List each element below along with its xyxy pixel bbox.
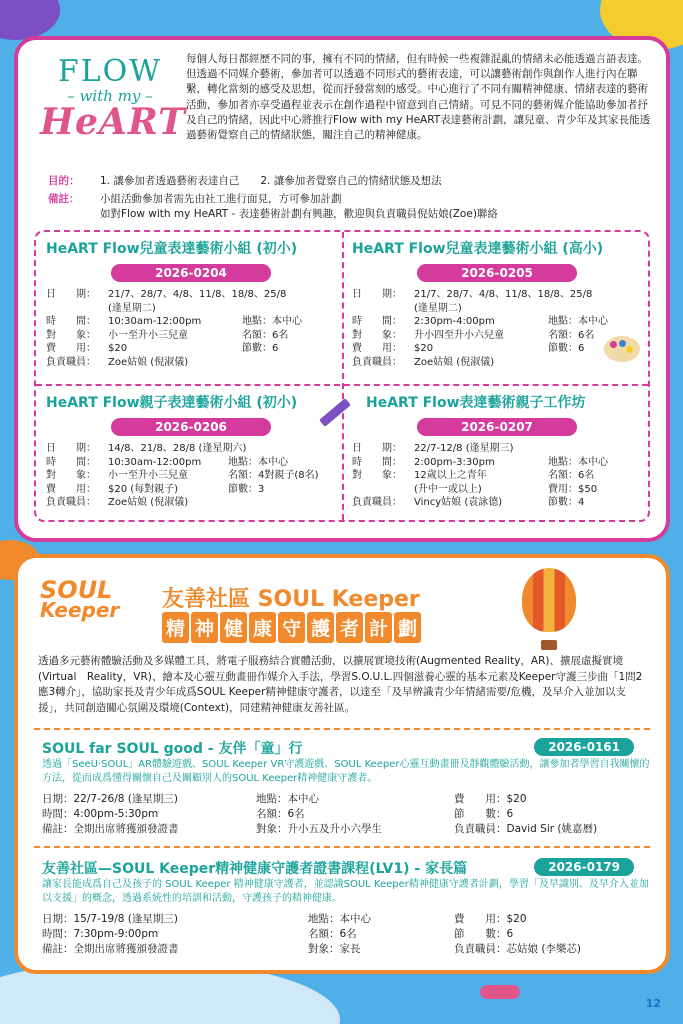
- group-code-badge: 2026-0207: [417, 418, 577, 436]
- group-fee-row: [46, 342, 336, 356]
- soul-keeper-logo: [40, 576, 150, 640]
- quota-value: 6名: [578, 470, 595, 481]
- subtitle-char: 神: [191, 612, 218, 643]
- fee-label: 費 用：: [46, 343, 96, 354]
- sessions-value: 4: [578, 497, 585, 508]
- subtitle-char: 康: [249, 612, 276, 643]
- flow-intro-paragraph: 每個人每日都經歷不同的事，擁有不同的情緒，但有時候一些複雜混亂的情緒未必能透過言語表達。但透過不同媒介藝術，參加者可以透過不同形式的藝術表達，可以讓藝術創作與創作人進行內在聯繫，轉化當刻的感受及思想，從而抒發當刻的感受。中心進行了不同有關精神健康、情緒表達的藝術活動，參加者亦享受過程並表示在創作過程中留意到自己情緒。可見不同的藝術媒介能協助參加者抒及自己的情緒，因此中心將推行Flow with my HeART表達藝術計劃，讓兒童、青少年及其家長能透過藝術覺察自己的情緒狀態，關注自己的精神健康。: [186, 53, 651, 142]
- sessions-value: 6: [506, 808, 514, 820]
- paint-palette-icon: [604, 336, 640, 362]
- program-quota-row: [308, 927, 357, 942]
- remark-label: 備註：: [42, 943, 74, 955]
- quota-label: 名額：: [242, 329, 272, 341]
- quota-label: 名額：: [548, 470, 578, 481]
- program-venue-row: [308, 912, 371, 927]
- subtitle-char: 健: [220, 612, 247, 643]
- program-sessions-row: [454, 807, 513, 822]
- program-remark-row: [42, 822, 179, 837]
- note-row-2: [100, 207, 498, 222]
- staff-value: 芯姑娘 (李樂芯): [506, 943, 582, 955]
- venue-value: 本中心: [272, 316, 302, 327]
- time-value: 7:30pm-9:00pm: [73, 928, 159, 940]
- time-label: 時間：: [42, 808, 74, 820]
- venue-label: 地點：: [308, 913, 340, 925]
- fee-value: $50: [578, 483, 598, 495]
- venue-label: 地點：: [548, 456, 578, 468]
- date-label: 日期：: [42, 793, 74, 805]
- subtitle-char: 精: [162, 612, 189, 643]
- venue-value: 本中心: [578, 316, 608, 327]
- sessions-label: 節數：: [242, 343, 272, 354]
- group-card-0207: [352, 392, 642, 510]
- group-card-0204: [46, 238, 336, 369]
- program-sessions-row: [454, 927, 513, 942]
- sessions-label: 節 數：: [454, 808, 507, 820]
- date-label: 日 期：: [352, 443, 402, 454]
- quota-value: 6名: [272, 329, 289, 341]
- staff-label: 負責職員：: [454, 823, 507, 835]
- program-time-row: [42, 927, 158, 942]
- date-value-2: (逢星期二): [108, 302, 156, 314]
- venue-label: 地點：: [548, 316, 578, 327]
- program-staff-row: [454, 942, 581, 957]
- date-value: 22/7-12/8 (逢星期三): [414, 443, 514, 454]
- program-remark-row: [42, 942, 179, 957]
- date-value: 22/7-26/8 (逢星期三): [73, 793, 178, 805]
- group-date-row: [46, 442, 336, 456]
- quota-label: 名額：: [228, 470, 258, 481]
- remark-value: 全期出席將獲頒發證書: [73, 823, 179, 835]
- group-staff-row: [352, 496, 642, 510]
- quota-label: 名額：: [256, 808, 288, 820]
- flow-with-my-heart-logo: [40, 54, 186, 143]
- program-target-row: [256, 822, 382, 837]
- quota-label: 名額：: [308, 928, 340, 940]
- date-value: 21/7、28/7、4/8、11/8、18/8、25/8: [108, 289, 287, 300]
- section-divider: [34, 728, 650, 730]
- group-target-row: [46, 329, 336, 343]
- hot-air-balloon-icon: [522, 568, 576, 632]
- remark-label: 備註：: [42, 823, 74, 835]
- date-value: 14/8、21/8、28/8 (逢星期六): [108, 443, 247, 454]
- quota-value: 4對親子(8名): [258, 470, 319, 481]
- target-value: 小一至升小三兒童: [108, 329, 188, 341]
- staff-value: Zoe姑娘 (倪淑儀): [108, 497, 189, 508]
- target-value: 升小四至升小六兒童: [414, 329, 504, 341]
- group-date-row-2: [46, 302, 336, 316]
- target-label: 對象：: [256, 823, 288, 835]
- decor-pink-blob: [480, 985, 520, 999]
- staff-label: 負責職員：: [352, 356, 402, 368]
- program-quota-row: [256, 807, 305, 822]
- group-time-row: [46, 456, 336, 470]
- program-fee-row: [454, 912, 527, 927]
- soul-title: 友善社區 SOUL Keeper: [162, 587, 420, 612]
- note-label: 備註：: [48, 193, 80, 205]
- group-card-0206: [46, 392, 336, 510]
- program-title: SOUL far SOUL good - 友伴「童」行: [42, 741, 303, 757]
- page-number: 12: [645, 997, 661, 1010]
- date-value: 15/7-19/8 (逢星期三): [73, 913, 178, 925]
- fee-value: $20: [108, 343, 128, 354]
- target-value-2: (升中一或以上): [414, 483, 482, 495]
- group-title: HeART Flow表達藝術親子工作坊: [366, 395, 586, 411]
- quota-value: 6名: [339, 928, 357, 940]
- note-text-2: 如對Flow with my HeART - 表達藝術計劃有興趣，歡迎與負責職員倪姑娘(Zoe)聯絡: [100, 208, 498, 220]
- sessions-value: 3: [258, 483, 265, 495]
- venue-value: 本中心: [339, 913, 371, 925]
- date-value: 21/7、28/7、4/8、11/8、18/8、25/8: [414, 289, 593, 300]
- flow-with-my-heart-card: [14, 36, 670, 542]
- program-staff-row: [454, 822, 597, 837]
- logo-soul-text: SOUL: [40, 576, 113, 604]
- fee-value: $20: [414, 343, 434, 354]
- grid-horizontal-divider: [36, 384, 648, 386]
- fee-label: 費 用：: [454, 793, 507, 805]
- sessions-value: 6: [272, 343, 279, 354]
- group-staff-row: [46, 356, 336, 370]
- fee-value: $20: [506, 913, 527, 925]
- time-value: 10:30am-12:00pm: [108, 456, 202, 468]
- group-target-row: [352, 469, 642, 483]
- soul-keeper-card: [14, 554, 670, 974]
- time-label: 時 間：: [46, 316, 96, 327]
- subtitle-char: 者: [336, 612, 363, 643]
- time-value: 4:00pm-5:30pm: [73, 808, 159, 820]
- fee-label: 費 用：: [46, 483, 96, 495]
- time-value: 2:00pm-3:30pm: [414, 456, 495, 468]
- group-title: HeART Flow親子表達藝術小組 (初小): [46, 395, 298, 411]
- staff-label: 負責職員：: [454, 943, 507, 955]
- time-label: 時 間：: [46, 456, 96, 468]
- date-label: 日 期：: [46, 443, 96, 454]
- staff-value: Zoe姑娘 (倪淑儀): [414, 356, 495, 368]
- program-venue-row: [256, 792, 319, 807]
- program-code-badge: 2026-0161: [534, 738, 634, 756]
- group-staff-row: [46, 496, 336, 510]
- subtitle-char: 守: [278, 612, 305, 643]
- sessions-label: 節數：: [548, 343, 578, 354]
- group-date-row: [46, 288, 336, 302]
- venue-label: 地點：: [228, 456, 258, 468]
- group-title: HeART Flow兒童表達藝術小組 (高小): [352, 241, 604, 257]
- group-date-row-2: [352, 302, 642, 316]
- objective-text: 1. 讓參加者透過藝術表達自己 2. 讓參加者覺察自己的情緒狀態及想法: [100, 175, 442, 187]
- sessions-value: 6: [578, 343, 585, 354]
- note-row: [48, 192, 342, 207]
- time-value: 2:30pm-4:00pm: [414, 316, 495, 327]
- date-value-2: (逢星期二): [414, 302, 462, 314]
- staff-label: 負責職員：: [352, 497, 402, 508]
- decor-purple-blob: [0, 0, 60, 40]
- program-description: 透過「SeeU‧SOUL」AR體驗遊戲、SOUL Keeper VR守護遊戲、SOUL Keeper心靈互動畫冊及靜觀體驗活動，讓參加者學習自我關懷的方法，從而成爲懂得關懷自己及關顧別人的SOUL Keeper精神健康守護者。: [42, 759, 650, 784]
- group-code-badge: 2026-0205: [417, 264, 577, 282]
- group-target-row: [46, 469, 336, 483]
- target-value: 升小五及升小六學生: [287, 823, 382, 835]
- sessions-label: 節數：: [548, 497, 578, 508]
- time-label: 時 間：: [352, 456, 402, 468]
- date-label: 日 期：: [352, 289, 402, 300]
- venue-value: 本中心: [258, 456, 288, 468]
- fee-value: $20 (每對親子): [108, 483, 179, 495]
- target-value: 12歲以上之青年: [414, 470, 487, 481]
- group-target-row: [352, 329, 642, 343]
- group-time-row: [352, 315, 642, 329]
- venue-label: 地點：: [242, 316, 272, 327]
- program-title: 友善社區—SOUL Keeper精神健康守護者證書課程(LV1) - 家長篇: [42, 861, 468, 877]
- group-code-badge: 2026-0204: [111, 264, 271, 282]
- group-fee-row: [352, 342, 642, 356]
- grid-vertical-divider: [342, 232, 344, 520]
- logo-keeper-text: Keeper: [40, 598, 120, 622]
- note-text-1: 小組活動參加者需先由社工進行面見，方可參加計劃: [100, 193, 342, 205]
- group-code-badge: 2026-0206: [111, 418, 271, 436]
- program-date-row: [42, 792, 178, 807]
- sessions-label: 節數：: [228, 483, 258, 495]
- target-label: 對 象：: [46, 470, 96, 481]
- target-label: 對象：: [308, 943, 340, 955]
- group-grid: [34, 230, 650, 522]
- balloon-basket-icon: [541, 640, 557, 650]
- date-label: 日 期：: [46, 289, 96, 300]
- time-value: 10:30am-12:00pm: [108, 316, 202, 327]
- target-value: 小一至升小三兒童: [108, 470, 188, 481]
- fee-value: $20: [506, 793, 527, 805]
- group-time-row: [46, 315, 336, 329]
- program-target-row: [308, 942, 361, 957]
- target-label: 對 象：: [352, 470, 402, 481]
- time-label: 時 間：: [352, 316, 402, 327]
- group-date-row: [352, 288, 642, 302]
- objective-label: 目的：: [48, 175, 80, 187]
- quota-value: 6名: [287, 808, 305, 820]
- date-label: 日期：: [42, 913, 74, 925]
- subtitle-char: 護: [307, 612, 334, 643]
- program-fee-row: [454, 792, 527, 807]
- quota-label: 名額：: [548, 329, 578, 341]
- sessions-label: 節 數：: [454, 928, 507, 940]
- venue-value: 本中心: [287, 793, 319, 805]
- program-time-row: [42, 807, 158, 822]
- group-target-row-2: [352, 483, 642, 497]
- logo-flow-text: FLOW: [57, 54, 163, 89]
- program-date-row: [42, 912, 178, 927]
- group-staff-row: [352, 356, 642, 370]
- staff-value: Zoe姑娘 (倪淑儀): [108, 356, 189, 368]
- group-title: HeART Flow兒童表達藝術小組 (初小): [46, 241, 298, 257]
- remark-value: 全期出席將獲頒發證書: [73, 943, 179, 955]
- group-fee-row: [46, 483, 336, 497]
- program-description: 讓家長能成爲自己及孩子的 SOUL Keeper 精神健康守護者，並認識SOUL Keeper精神健康守護者計劃，學習「及早識別、及早介入並加以支援」的概念，透過系統性的培訓和活動，守護孩子的精神健康。: [42, 879, 649, 904]
- staff-label: 負責職員：: [46, 497, 96, 508]
- target-label: 對 象：: [46, 329, 96, 341]
- time-label: 時間：: [42, 928, 74, 940]
- logo-with-my-text: – with my –: [67, 87, 153, 105]
- objective-row: [48, 174, 442, 189]
- quota-value: 6名: [578, 329, 595, 341]
- group-card-0205: [352, 238, 642, 369]
- staff-value: Vincy姑娘 (袁詠德): [414, 497, 503, 508]
- soul-intro-paragraph: 透過多元藝術體驗活動及多媒體工具，將電子服務結合實體活動，以擴展實境技術(Augmented Reality，AR)、擴展虛擬實境(Virtual Reality，VR)、繪本及心靈互動畫冊作媒介入手法，學習S.O.U.L.四個滋養心靈的基本元素及Keeper守護三步曲「1問2應3轉介」，協助家長及青少年成爲SOUL Keeper精神健康守護者，以達至「及早辨識青少年情緒需要/危機，及早介入並加以支援」，共同創造關心氛圍及環境(Context)，同建精神健康友善社區。: [38, 655, 643, 714]
- venue-label: 地點：: [256, 793, 288, 805]
- venue-value: 本中心: [578, 456, 608, 468]
- staff-label: 負責職員：: [46, 356, 96, 368]
- program-code-badge: 2026-0179: [534, 858, 634, 876]
- target-value: 家長: [339, 943, 361, 955]
- target-label: 對 象：: [352, 329, 402, 341]
- fee-label: 費 用：: [352, 343, 402, 354]
- group-date-row: [352, 442, 642, 456]
- group-time-row: [352, 456, 642, 470]
- subtitle-char: 劃: [394, 612, 421, 643]
- fee-label: 費用：: [548, 483, 578, 495]
- staff-value: David Sir (姚嘉曆): [506, 823, 598, 835]
- soul-subtitle: [162, 612, 423, 643]
- logo-heart-text: HeART: [40, 101, 186, 143]
- section-divider: [34, 846, 650, 848]
- subtitle-char: 計: [365, 612, 392, 643]
- sessions-value: 6: [506, 928, 514, 940]
- fee-label: 費 用：: [454, 913, 507, 925]
